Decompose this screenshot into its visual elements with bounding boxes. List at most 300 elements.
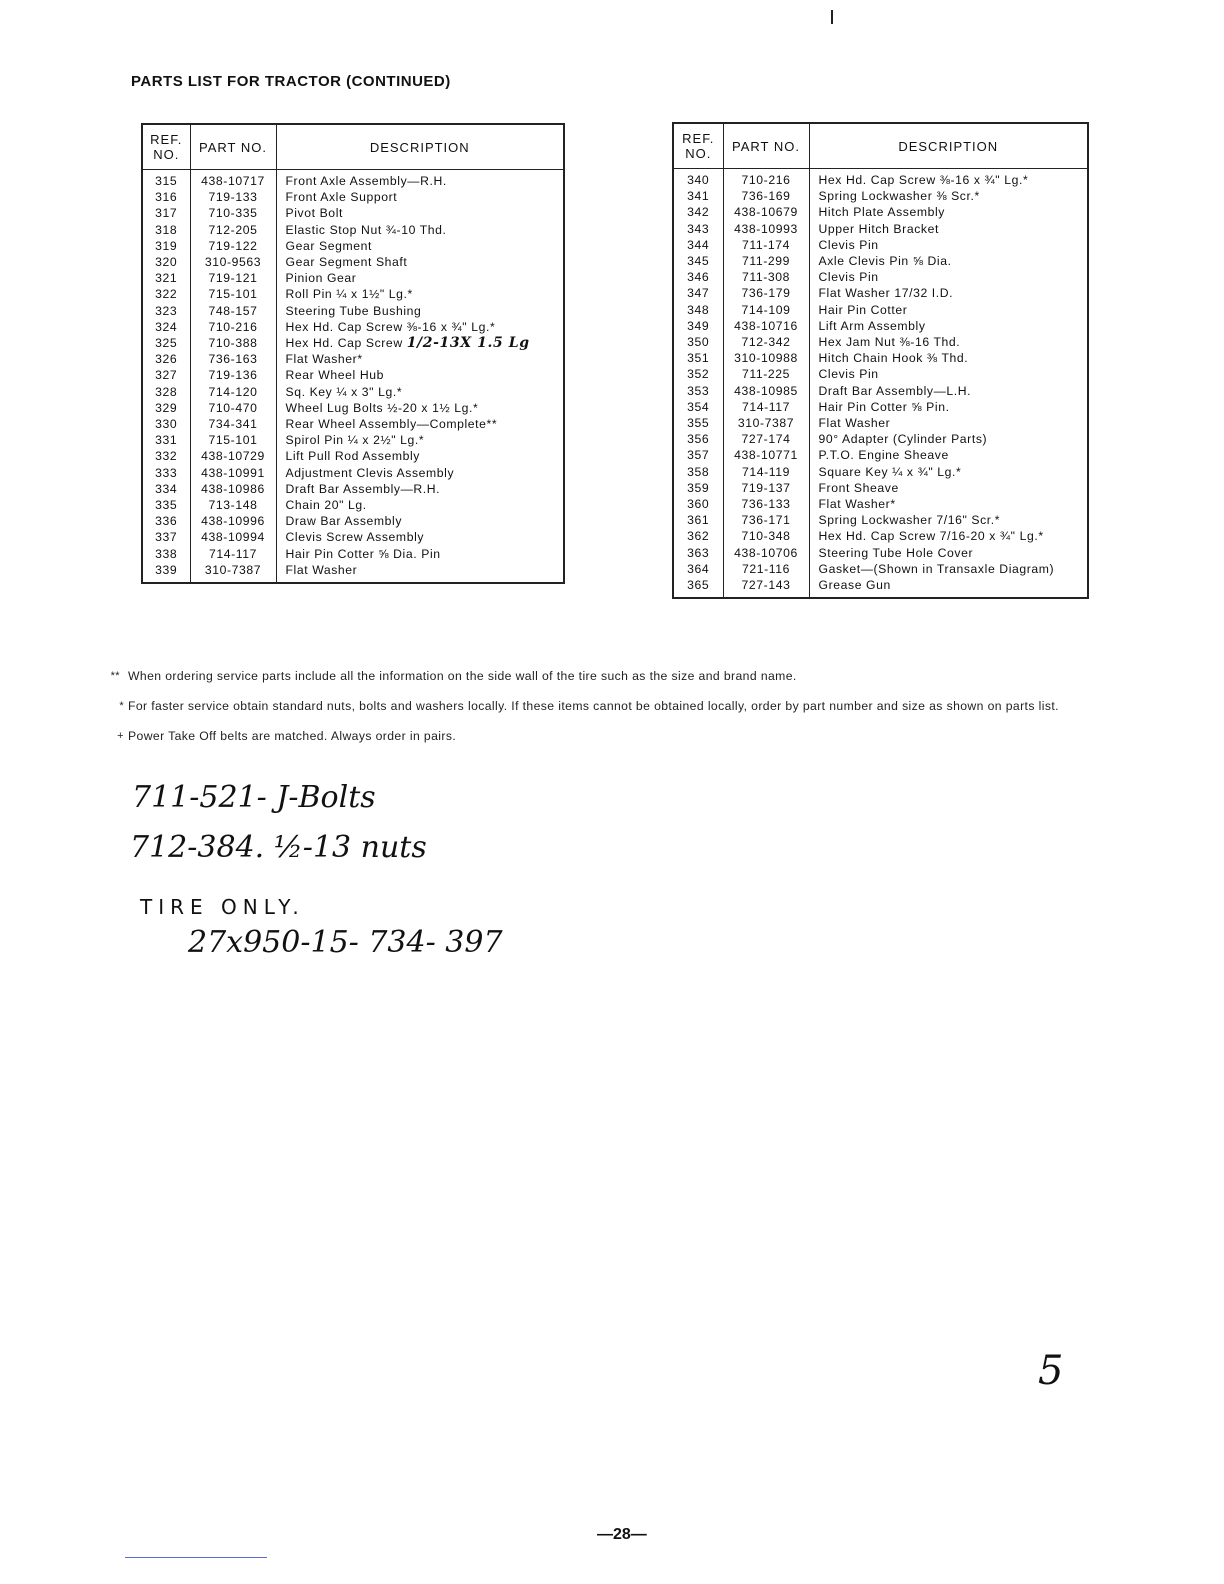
ref-no-header: REF. NO. xyxy=(142,124,190,170)
ref-no-cell-text: 353 xyxy=(687,383,710,398)
part-no-cell-text: 719-133 xyxy=(208,190,258,205)
description-cell-text: Lift Arm Assembly xyxy=(818,318,926,333)
part-no-cell xyxy=(723,188,809,204)
table-row xyxy=(673,302,1088,318)
part-no-cell xyxy=(723,204,809,220)
table-row xyxy=(142,432,564,448)
description-cell-text: Spring Lockwasher 7/16" Scr.* xyxy=(818,513,1001,528)
ref-no-cell xyxy=(142,303,190,319)
ref-no-cell-text: 325 xyxy=(155,336,178,351)
footnote-tire xyxy=(102,668,1142,685)
part-no-cell-text: 710-388 xyxy=(208,336,258,351)
part-no-cell xyxy=(723,496,809,512)
description-cell xyxy=(276,562,564,583)
ref-no-cell xyxy=(673,512,723,528)
ref-no-cell-text: 315 xyxy=(155,174,178,188)
part-no-cell-text: 710-335 xyxy=(208,206,258,221)
description-cell-text: Steering Tube Bushing xyxy=(285,303,422,318)
ref-no-cell xyxy=(142,497,190,513)
description-cell-text: Axle Clevis Pin ⅝ Dia. xyxy=(818,254,952,269)
part-no-cell xyxy=(723,221,809,237)
table-row xyxy=(673,545,1088,561)
description-cell xyxy=(809,204,1088,220)
ref-no-cell-text: 334 xyxy=(155,481,178,496)
part-no-cell xyxy=(190,170,276,190)
description-cell-text: Chain 20" Lg. xyxy=(285,498,367,513)
footnote-mark: * xyxy=(119,700,124,712)
description-header: DESCRIPTION xyxy=(809,123,1088,169)
ref-no-cell xyxy=(673,318,723,334)
ref-no-cell-text: 327 xyxy=(155,368,178,383)
parts-table-left xyxy=(141,123,565,584)
footnotes xyxy=(102,668,1142,758)
part-no-cell-text: 714-109 xyxy=(741,302,791,317)
part-no-cell-text: 310-7387 xyxy=(204,562,262,577)
ref-no-cell xyxy=(142,170,190,190)
part-no-cell-text: 714-117 xyxy=(741,399,791,414)
part-no-cell-text: 734-341 xyxy=(208,417,258,432)
description-cell-text: Hex Jam Nut ⅜-16 Thd. xyxy=(818,335,961,350)
description-cell-text: Draft Bar Assembly—R.H. xyxy=(285,481,441,496)
part-no-cell-text: 711-174 xyxy=(741,237,791,252)
description-cell xyxy=(276,448,564,464)
description-cell-text: Rear Wheel Hub xyxy=(285,368,384,383)
ref-no-cell-text: 356 xyxy=(687,432,710,447)
footnote-hardware xyxy=(102,698,1142,715)
table-row xyxy=(673,237,1088,253)
ref-no-cell-text: 342 xyxy=(687,205,710,220)
ref-no-cell-text: 332 xyxy=(155,449,178,464)
ref-no-cell-text: 360 xyxy=(687,497,710,512)
description-cell xyxy=(809,350,1088,366)
part-no-cell xyxy=(190,562,276,583)
ref-no-cell-text: 316 xyxy=(155,190,178,205)
table-row xyxy=(673,204,1088,220)
handwritten-note-j-bolts: 711-521- J-Bolts xyxy=(132,780,376,815)
part-no-cell-text: 438-10706 xyxy=(734,545,798,560)
ref-no-cell xyxy=(142,432,190,448)
part-no-cell xyxy=(190,384,276,400)
part-no-cell xyxy=(190,335,276,351)
description-cell xyxy=(809,269,1088,285)
table-row xyxy=(142,367,564,383)
description-cell-text: Hair Pin Cotter xyxy=(818,302,908,317)
part-no-cell-text: 736-171 xyxy=(741,513,791,528)
part-no-cell xyxy=(723,169,809,189)
ref-no-cell xyxy=(673,285,723,301)
description-cell xyxy=(809,431,1088,447)
part-no-cell xyxy=(190,529,276,545)
ref-no-cell-text: 319 xyxy=(155,238,178,253)
part-no-cell-text: 438-10716 xyxy=(734,318,798,333)
ref-no-cell xyxy=(142,319,190,335)
table-row xyxy=(673,269,1088,285)
description-cell xyxy=(809,480,1088,496)
part-no-cell xyxy=(190,400,276,416)
description-cell xyxy=(809,169,1088,189)
part-no-cell-text: 438-10717 xyxy=(201,174,265,188)
ref-no-cell xyxy=(673,447,723,463)
parts-table-left-body xyxy=(142,170,564,584)
description-cell-text: Adjustment Clevis Assembly xyxy=(285,465,455,480)
part-no-cell-text: 727-143 xyxy=(741,578,791,593)
table-row xyxy=(142,384,564,400)
part-no-cell-text: 710-216 xyxy=(208,319,258,334)
table-row xyxy=(142,335,564,351)
description-cell xyxy=(809,221,1088,237)
ref-no-cell xyxy=(142,205,190,221)
table-row xyxy=(142,416,564,432)
ref-no-cell xyxy=(673,545,723,561)
table-row xyxy=(673,431,1088,447)
table-row xyxy=(142,270,564,286)
part-no-cell xyxy=(190,303,276,319)
table-row xyxy=(673,464,1088,480)
ref-no-cell xyxy=(142,529,190,545)
table-row xyxy=(673,415,1088,431)
ref-no-cell-text: 350 xyxy=(687,335,710,350)
ref-no-header: REF. NO. xyxy=(673,123,723,169)
ref-no-cell-text: 320 xyxy=(155,255,178,270)
description-cell-text: 90° Adapter (Cylinder Parts) xyxy=(818,432,988,447)
ref-no-cell xyxy=(673,253,723,269)
description-cell-text: Hitch Chain Hook ⅜ Thd. xyxy=(818,351,969,366)
description-cell-text: Front Sheave xyxy=(818,480,899,495)
description-cell xyxy=(276,513,564,529)
part-no-cell-text: 310-10988 xyxy=(734,351,798,366)
table-row xyxy=(142,222,564,238)
ref-no-cell-text: 351 xyxy=(687,351,710,366)
ref-no-cell xyxy=(142,254,190,270)
part-no-cell-text: 712-342 xyxy=(741,335,791,350)
part-no-cell xyxy=(723,528,809,544)
description-cell-text: Gear Segment Shaft xyxy=(285,255,408,270)
part-no-cell-text: 714-119 xyxy=(741,464,791,479)
ref-no-cell xyxy=(673,237,723,253)
table-row xyxy=(142,189,564,205)
footnote-mark: + xyxy=(117,730,124,742)
ref-no-cell-text: 339 xyxy=(155,562,178,577)
ref-no-cell xyxy=(673,431,723,447)
part-no-cell xyxy=(723,253,809,269)
part-no-cell xyxy=(190,465,276,481)
description-cell xyxy=(276,286,564,302)
description-cell xyxy=(276,189,564,205)
ref-no-cell xyxy=(142,448,190,464)
part-no-cell-text: 438-10679 xyxy=(734,205,798,220)
part-no-cell-text: 710-216 xyxy=(741,173,791,187)
ref-no-cell-text: 340 xyxy=(687,173,710,187)
table-row xyxy=(673,528,1088,544)
ref-no-cell-text: 333 xyxy=(155,465,178,480)
description-cell xyxy=(276,351,564,367)
ref-no-cell-text: 344 xyxy=(687,237,710,252)
description-cell xyxy=(809,528,1088,544)
description-cell-text: P.T.O. Engine Sheave xyxy=(818,448,949,463)
ref-no-cell xyxy=(673,169,723,189)
part-no-cell xyxy=(723,480,809,496)
table-row xyxy=(673,221,1088,237)
ref-no-cell xyxy=(142,384,190,400)
description-cell-text: Pivot Bolt xyxy=(285,206,343,221)
ref-no-cell-text: 361 xyxy=(687,513,710,528)
part-no-cell xyxy=(190,448,276,464)
part-no-cell-text: 714-117 xyxy=(208,546,258,561)
ref-no-cell xyxy=(673,366,723,382)
part-no-cell-text: 711-299 xyxy=(741,254,791,269)
part-no-cell-text: 719-121 xyxy=(208,271,258,286)
table-row xyxy=(673,496,1088,512)
ref-no-cell xyxy=(673,204,723,220)
table-row xyxy=(673,334,1088,350)
part-no-cell xyxy=(723,237,809,253)
part-no-cell-text: 711-225 xyxy=(741,367,791,382)
ref-no-cell xyxy=(142,189,190,205)
description-cell xyxy=(809,318,1088,334)
part-no-cell xyxy=(723,350,809,366)
ref-no-cell-text: 324 xyxy=(155,319,178,334)
description-cell xyxy=(809,302,1088,318)
part-no-cell-text: 710-348 xyxy=(741,529,791,544)
table-row xyxy=(142,465,564,481)
table-row xyxy=(142,303,564,319)
ref-no-cell-text: 357 xyxy=(687,448,710,463)
ref-no-cell xyxy=(673,350,723,366)
description-cell-text: Grease Gun xyxy=(818,578,891,593)
table-row xyxy=(142,529,564,545)
part-no-cell-text: 714-120 xyxy=(208,384,258,399)
parts-table-right-body xyxy=(673,169,1088,599)
footnote-text: When ordering service parts include all the information on the side wall of the tire such as the size and brand name. xyxy=(128,669,797,683)
ref-no-cell xyxy=(142,513,190,529)
part-no-cell xyxy=(723,399,809,415)
part-no-cell xyxy=(190,189,276,205)
footnote-text: Power Take Off belts are matched. Always order in pairs. xyxy=(128,729,457,743)
table-row xyxy=(142,497,564,513)
ref-no-cell xyxy=(142,562,190,583)
ref-no-cell-text: 359 xyxy=(687,480,710,495)
description-cell-text: Lift Pull Rod Assembly xyxy=(285,449,420,464)
handwritten-corner-mark: 5 xyxy=(1038,1348,1064,1394)
part-no-cell-text: 438-10994 xyxy=(201,530,265,545)
description-cell-text: Front Axle Assembly—R.H. xyxy=(285,174,447,188)
description-cell-text: Gasket—(Shown in Transaxle Diagram) xyxy=(818,561,1055,576)
description-cell-text: Square Key ¼ x ¾" Lg.* xyxy=(818,464,962,479)
part-no-cell xyxy=(723,302,809,318)
ref-no-cell-text: 318 xyxy=(155,222,178,237)
table-row xyxy=(142,205,564,221)
description-cell-text: Flat Washer 17/32 I.D. xyxy=(818,286,954,301)
ref-no-cell-text: 358 xyxy=(687,464,710,479)
table-row xyxy=(142,238,564,254)
description-cell-text: Clevis Pin xyxy=(818,237,879,252)
description-cell xyxy=(276,205,564,221)
description-cell xyxy=(276,222,564,238)
ref-no-cell-text: 352 xyxy=(687,367,710,382)
ref-no-cell-text: 346 xyxy=(687,270,710,285)
description-cell xyxy=(809,496,1088,512)
part-no-header: PART NO. xyxy=(723,123,809,169)
part-no-cell xyxy=(723,366,809,382)
ref-no-cell-text: 330 xyxy=(155,417,178,432)
part-no-cell-text: 736-133 xyxy=(741,497,791,512)
part-no-cell-text: 736-169 xyxy=(741,189,791,204)
ref-no-cell xyxy=(142,222,190,238)
description-cell xyxy=(276,416,564,432)
description-cell-text: Spring Lockwasher ⅜ Scr.* xyxy=(818,189,980,204)
ref-no-cell-text: 364 xyxy=(687,561,710,576)
ref-no-cell-text: 354 xyxy=(687,399,710,414)
part-no-cell-text: 715-101 xyxy=(208,433,258,448)
part-no-cell xyxy=(190,481,276,497)
ref-no-cell-text: 362 xyxy=(687,529,710,544)
part-no-cell xyxy=(190,367,276,383)
description-cell xyxy=(809,188,1088,204)
table-row xyxy=(673,188,1088,204)
description-cell xyxy=(276,465,564,481)
part-no-cell-text: 719-137 xyxy=(741,480,791,495)
description-cell xyxy=(276,529,564,545)
bottom-rule xyxy=(125,1557,267,1558)
ref-no-cell-text: 328 xyxy=(155,384,178,399)
description-cell-text: Hex Hd. Cap Screw ⅜-16 x ¾" Lg.* xyxy=(818,173,1029,187)
ref-no-cell-text: 363 xyxy=(687,545,710,560)
part-no-cell xyxy=(723,318,809,334)
ref-no-cell-text: 336 xyxy=(155,514,178,529)
ref-no-cell-text: 323 xyxy=(155,303,178,318)
part-no-cell xyxy=(190,222,276,238)
part-no-cell xyxy=(190,513,276,529)
ref-no-cell-text: 335 xyxy=(155,498,178,513)
table-row xyxy=(142,562,564,583)
part-no-cell-text: 719-122 xyxy=(208,238,258,253)
description-cell-text: Flat Washer xyxy=(818,416,891,431)
part-no-cell xyxy=(190,432,276,448)
ref-no-cell xyxy=(673,464,723,480)
footnote-pto-belts xyxy=(102,728,1142,745)
part-no-cell xyxy=(190,205,276,221)
part-no-cell xyxy=(190,416,276,432)
part-no-cell xyxy=(723,577,809,598)
description-cell-text: Clevis Pin xyxy=(818,367,879,382)
description-cell-text: Steering Tube Hole Cover xyxy=(818,545,974,560)
description-cell-text: Upper Hitch Bracket xyxy=(818,221,939,236)
part-no-cell-text: 438-10991 xyxy=(201,465,265,480)
part-no-header: PART NO. xyxy=(190,124,276,170)
description-cell-text: Wheel Lug Bolts ½-20 x 1½ Lg.* xyxy=(285,400,479,415)
part-no-cell-text: 438-10996 xyxy=(201,514,265,529)
description-cell xyxy=(809,366,1088,382)
handwritten-note-nuts: 712-384. ½-13 nuts xyxy=(130,830,427,865)
ref-no-cell-text: 338 xyxy=(155,546,178,561)
description-cell xyxy=(276,319,564,335)
part-no-cell-text: 438-10993 xyxy=(734,221,798,236)
part-no-cell xyxy=(723,334,809,350)
part-no-cell xyxy=(723,512,809,528)
ref-no-cell-text: 343 xyxy=(687,221,710,236)
description-cell-text: Hex Hd. Cap Screw xyxy=(285,336,403,351)
ref-no-cell xyxy=(673,415,723,431)
description-cell xyxy=(276,238,564,254)
handwritten-note-tire-size: 27x950-15- 734- 397 xyxy=(188,925,503,960)
table-row xyxy=(142,286,564,302)
description-cell xyxy=(276,432,564,448)
description-cell-text: Gear Segment xyxy=(285,238,372,253)
footnote-mark: ** xyxy=(110,670,120,682)
ref-no-cell xyxy=(673,188,723,204)
part-no-cell xyxy=(190,497,276,513)
part-no-cell xyxy=(723,447,809,463)
part-no-cell-text: 748-157 xyxy=(208,303,258,318)
part-no-cell-text: 713-148 xyxy=(208,498,258,513)
ref-no-cell-text: 326 xyxy=(155,352,178,367)
description-cell xyxy=(276,303,564,319)
table-row xyxy=(673,447,1088,463)
description-cell-text: Hair Pin Cotter ⅝ Pin. xyxy=(818,399,950,414)
table-row xyxy=(142,400,564,416)
ref-no-cell xyxy=(673,496,723,512)
ref-no-cell-text: 355 xyxy=(687,416,710,431)
description-cell-text: Draft Bar Assembly—L.H. xyxy=(818,383,972,398)
table-row xyxy=(142,448,564,464)
description-cell-text: Rear Wheel Assembly—Complete** xyxy=(285,417,498,432)
table-row xyxy=(673,561,1088,577)
ref-no-cell xyxy=(142,465,190,481)
description-cell-text: Hex Hd. Cap Screw ⅜-16 x ¾" Lg.* xyxy=(285,319,496,334)
description-cell-text: Front Axle Support xyxy=(285,190,398,205)
description-cell xyxy=(809,447,1088,463)
ref-no-cell-text: 329 xyxy=(155,400,178,415)
table-row xyxy=(142,546,564,562)
ref-no-cell xyxy=(673,334,723,350)
table-row xyxy=(142,481,564,497)
ref-no-cell-text: 322 xyxy=(155,287,178,302)
description-header: DESCRIPTION xyxy=(276,124,564,170)
part-no-cell xyxy=(723,545,809,561)
part-no-cell xyxy=(723,464,809,480)
ref-no-cell-text: 349 xyxy=(687,318,710,333)
description-cell xyxy=(809,253,1088,269)
description-cell xyxy=(809,237,1088,253)
handwritten-size-note: 1/2-13X 1.5 Lg xyxy=(406,335,530,352)
description-cell-text: Clevis Screw Assembly xyxy=(285,530,425,545)
ref-no-cell-text: 317 xyxy=(155,206,178,221)
part-no-cell-text: 715-101 xyxy=(208,287,258,302)
ref-no-cell xyxy=(673,269,723,285)
part-no-cell-text: 310-9563 xyxy=(204,255,262,270)
part-no-cell xyxy=(190,270,276,286)
description-cell-text: Spirol Pin ¼ x 2½" Lg.* xyxy=(285,433,425,448)
part-no-cell xyxy=(190,238,276,254)
description-cell xyxy=(809,399,1088,415)
part-no-cell-text: 719-136 xyxy=(208,368,258,383)
description-cell xyxy=(276,546,564,562)
table-row xyxy=(673,399,1088,415)
description-cell xyxy=(809,383,1088,399)
part-no-cell xyxy=(723,269,809,285)
description-cell xyxy=(276,481,564,497)
part-no-cell-text: 721-116 xyxy=(741,561,791,576)
part-no-cell-text: 711-308 xyxy=(741,270,791,285)
description-cell xyxy=(276,270,564,286)
description-cell xyxy=(276,335,564,351)
table-row xyxy=(673,285,1088,301)
part-no-cell xyxy=(190,319,276,335)
ref-no-cell-text: 341 xyxy=(687,189,710,204)
handwritten-note-tire-only: TIRE ONLY. xyxy=(140,895,305,919)
part-no-cell-text: 438-10771 xyxy=(734,448,798,463)
ref-no-cell xyxy=(142,270,190,286)
